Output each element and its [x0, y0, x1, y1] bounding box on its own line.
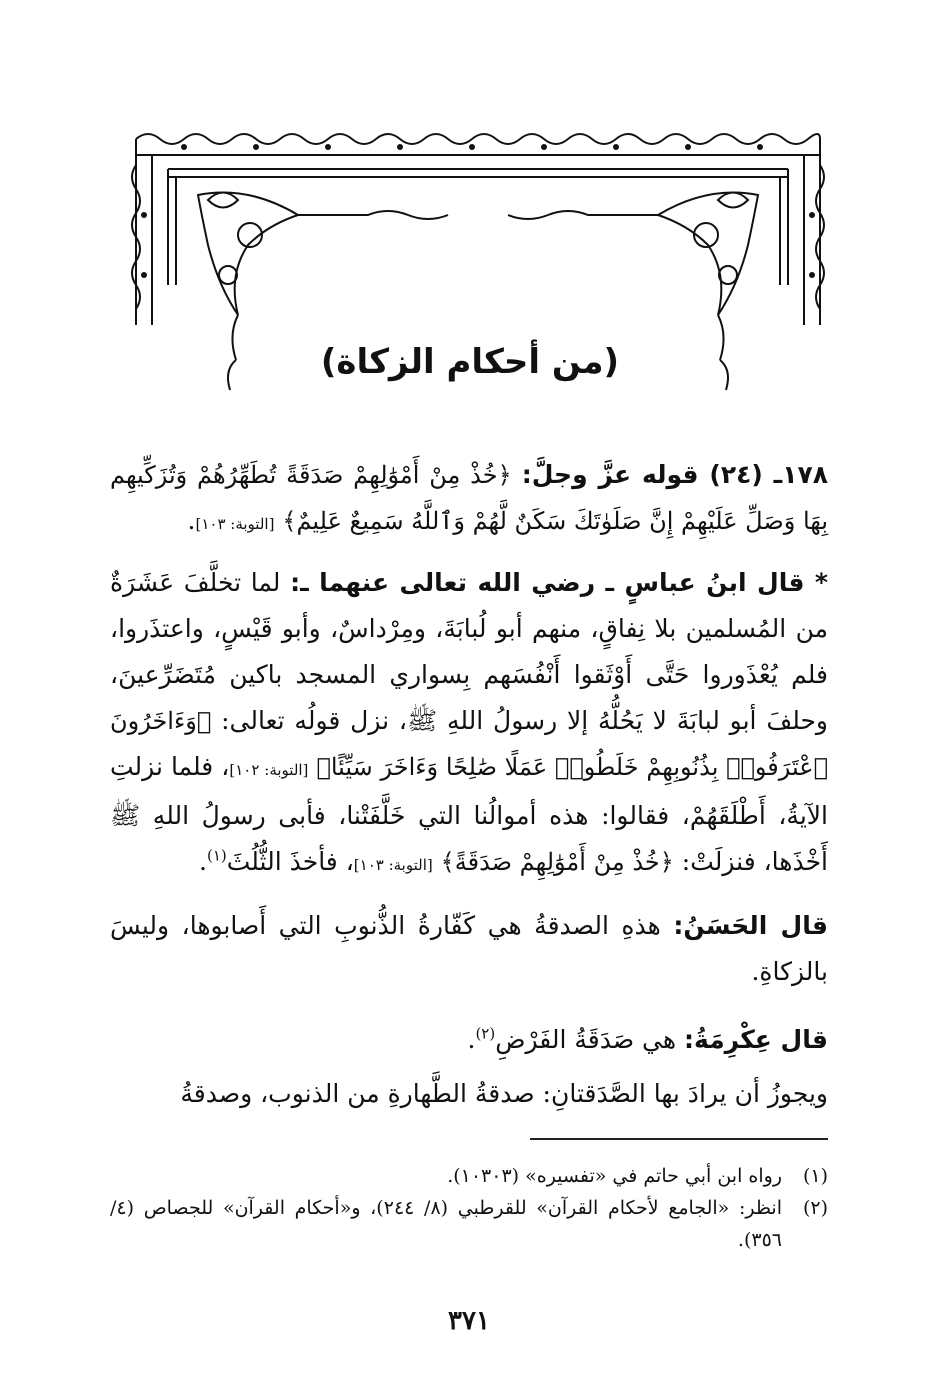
footnote-number: (٢): [802, 1197, 828, 1219]
verse-reference: [التوبة: ١٠٣]: [353, 856, 433, 874]
quran-verse: ﴿خُذْ مِنْ أَمْوَٰلِهِمْ صَدَقَةً﴾: [440, 848, 674, 876]
quran-verse: ﴿خُذْ مِنْ أَمْوَٰلِهِمْ صَدَقَةً تُطَهِّرُهُمْ وَتُزَكِّيهِم بِهَا وَصَلِّ عَلَيْهِمْ إِنَّ صَلَوٰتَكَ سَكَنٌ لَّهُمْ وَٱللَّهُ سَمِيعٌ عَلِيمٌ﴾: [110, 461, 828, 535]
paragraph-text: لما تخلَّفَ عَشَرَةٌ من المُسلمين بلا نِفاقٍ، منهم أبو لُبابَةَ، ومِرْداسٌ، وأبو قَيْسٍ، واعتذَروا، فلم يُعْذَوروا حَتَّى أَوْثَقوا أَنْفُسَهم بِسواري المسجد باكين مُتَضَرِّعينَ، وحلفَ أبو لبابَةَ لا يَحُلُّهُ إلا رسولُ اللهِ ﷺ، نزل قولُه تعالى:: [110, 568, 829, 735]
paragraph-lead: * قال ابنُ عباسٍ ـ رضي الله تعالى عنهما ـ:: [290, 568, 828, 597]
paragraph-hasan: [110, 903, 828, 995]
paragraph-lead: ١٧٨ـ (٢٤) قوله عزَّ وجلَّ:: [521, 460, 828, 489]
paragraph-text: هذهِ الصدقةُ هي كَفّارةُ الذُّنوبِ التي أَصابوها، وليسَ بالزكاةِ.: [110, 911, 828, 986]
paragraph-lead: قال عِكْرِمَةُ:: [684, 1025, 828, 1054]
footnote-divider: [530, 1138, 828, 1140]
paragraph-178: [110, 452, 828, 547]
paragraph-end: .: [467, 1025, 476, 1054]
footnote-marker[interactable]: (١): [206, 846, 227, 865]
paragraph-text: ، فأخذَ الثُّلُثَ: [226, 847, 354, 876]
paragraph-ibn-abbas: [110, 560, 828, 888]
page-number: ٣٧١: [448, 1306, 490, 1336]
paragraph-end: .: [187, 506, 196, 535]
paragraph-text: ، فلما نزلتِ الآيةُ، أَطْلَقَهُمْ، فقالوا: هذه أموالُنا التي خَلَّفَتْنا، فأبى رسولُ اللهِ ﷺ أَخْذَها، فنزلَتْ:: [110, 752, 828, 876]
paragraph-ikrima: [110, 1017, 828, 1063]
chapter-title: (من أحكام الزكاة): [320, 342, 620, 382]
footnote-item: [110, 1160, 828, 1192]
footnotes: [110, 1160, 828, 1256]
quran-verse: ﴿وَءَاخَرُونَ ٱعْتَرَفُوا۟ بِذُنُوبِهِمْ خَلَطُوا۟ عَمَلًا صَٰلِحًا وَءَاخَرَ سَيِّئًا﴾: [110, 707, 828, 781]
paragraph-text: هي صَدَقَةُ الفَرْضِ: [495, 1025, 677, 1054]
footnote-text: انظر: «الجامع لأحكام القرآن» للقرطبي (٨/ ٢٤٤)، و«أحكام القرآن» للجصاص (٤/ ٣٥٦).: [110, 1197, 782, 1251]
footnote-text: رواه ابن أبي حاتم في «تفسيره» (١٠٣٠٣).: [447, 1165, 782, 1187]
paragraph-lead: قال الحَسَنُ:: [673, 911, 828, 940]
footnote-number: (١): [802, 1165, 828, 1187]
verse-reference: [التوبة: ١٠٢]: [229, 761, 309, 779]
paragraph-text: ويجوزُ أن يرادَ بها الصَّدَقتانِ: صدقةُ الطَّهارةِ من الذنوب، وصدقةُ: [180, 1079, 828, 1108]
paragraph-continuation: [110, 1071, 828, 1117]
paragraph-end: .: [199, 847, 207, 876]
footnote-item: [110, 1192, 828, 1256]
verse-reference: [التوبة: ١٠٣]: [195, 515, 275, 533]
footnote-marker[interactable]: (٢): [475, 1024, 496, 1043]
